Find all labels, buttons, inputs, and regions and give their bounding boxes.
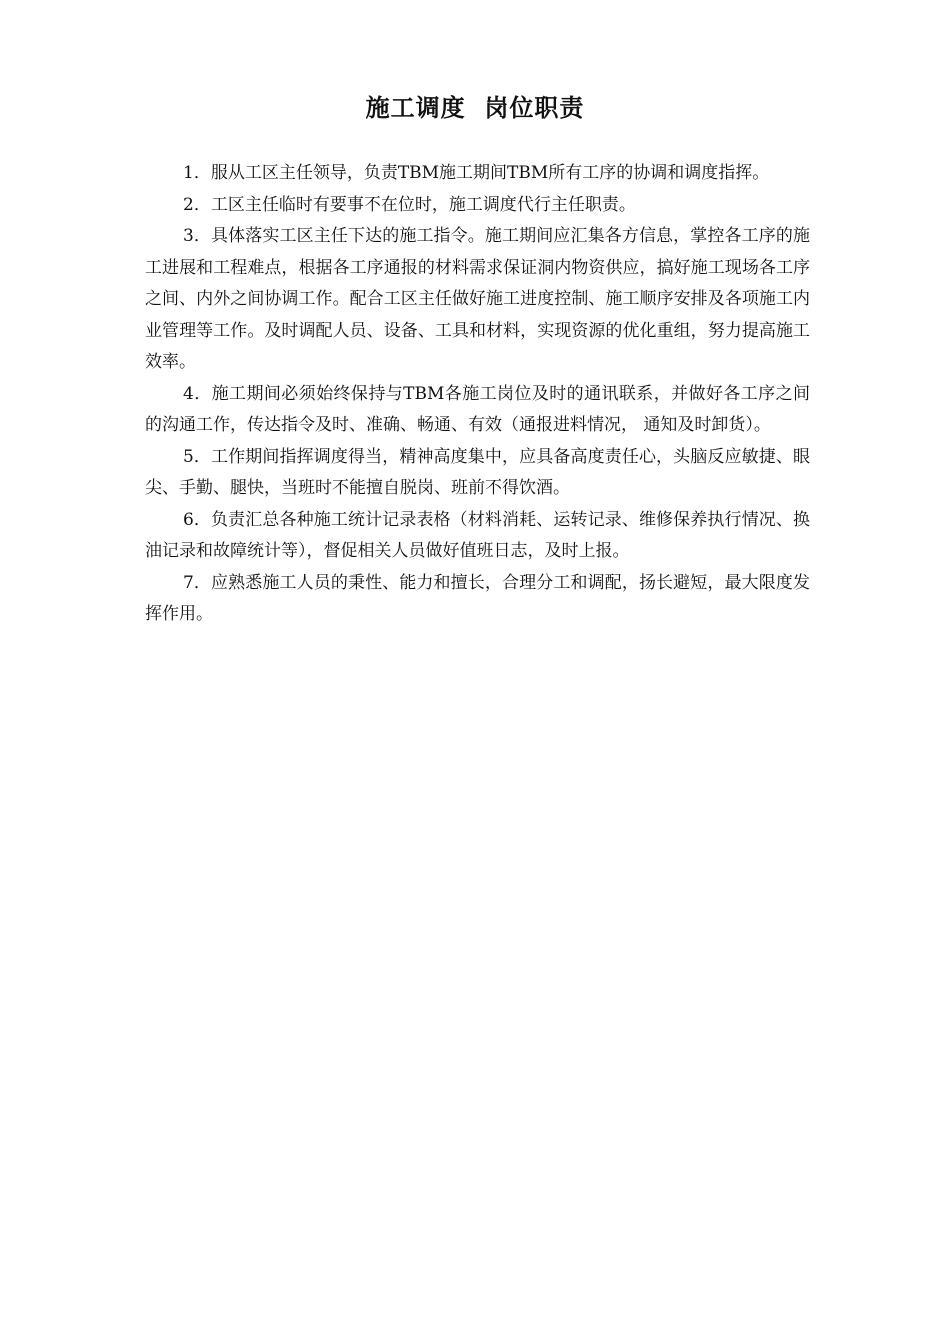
document-body <box>145 158 810 631</box>
duty-item-6: 6．负责汇总各种施工统计记录表格（材料消耗、运转记录、维修保养执行情况、换油记录和故障统计等），督促相关人员做好值班日志，及时上报。 <box>145 509 810 561</box>
duty-item-3: 3．具体落实工区主任下达的施工指令。施工期间应汇集各方信息，掌控各工序的施工进展和工程难点，根据各工序通报的材料需求保证洞内物资供应，搞好施工现场各工序之间、内外之间协调工作。配合工区主任做好施工进度控制、施工顺序安排及各项施工内业管理等工作。及时调配人员、设备、工具和材料，实现资源的优化重组，努力提高施工效率。 <box>145 226 810 372</box>
duty-item-7: 7．应熟悉施工人员的秉性、能力和擅长，合理分工和调配，扬长避短，最大限度发挥作用。 <box>145 572 810 624</box>
document-title: 施工调度 岗位职责 <box>365 94 585 122</box>
duty-item-2: 2．工区主任临时有要事不在位时，施工调度代行主任职责。 <box>183 194 636 215</box>
duty-item-1: 1．服从工区主任领导，负责TBM施工期间TBM所有工序的协调和调度指挥。 <box>183 163 770 183</box>
duty-item-5: 5．工作期间指挥调度得当，精神高度集中，应具备高度责任心，头脑反应敏捷、眼尖、手勤、腿快，当班时不能擅自脱岗、班前不得饮酒。 <box>145 446 810 498</box>
duty-item-4: 4．施工期间必须始终保持与TBM各施工岗位及时的通讯联系，并做好各工序之间的沟通工作，传达指令及时、准确、畅通、有效（通报进料情况， 通知及时卸货）。 <box>145 383 810 435</box>
